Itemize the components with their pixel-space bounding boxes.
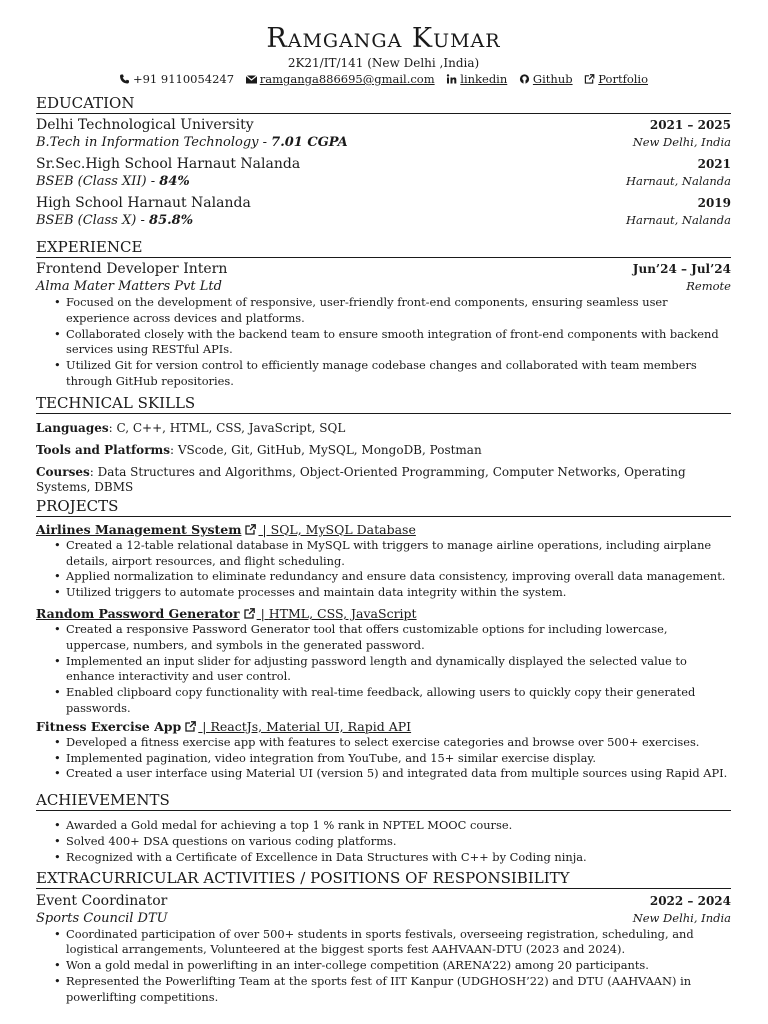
github-icon [519,74,530,84]
education-dates: 2019 [697,196,731,210]
skill-label: Courses [36,464,90,479]
experience-bullets [66,295,731,390]
company-name: Alma Mater Matters Pvt Ltd [36,279,222,294]
skill-tools [36,443,731,458]
external-link-icon [584,74,595,84]
phone-number: +91 9110054247 [132,72,235,86]
roll-and-location: 2K21/IT/141 (New Delhi ,India) [287,56,480,70]
project-bullets [66,538,731,601]
education-entry-class-xii [36,155,731,190]
contact-line [36,72,731,87]
list-item: • Applied normalization to eliminate redundancy and ensure data consistency, improving overall data management. [66,569,731,585]
list-item: • Awarded a Gold medal for achieving a top 1 % rank in NPTEL MOOC course. [66,818,731,834]
list-item: • Focused on the development of responsive, user-friendly front-end components, ensuring seamless user experience across devices and platforms. [66,295,731,327]
job-dates: Jun’24 – Jul’24 [632,262,731,276]
school-name: High School Harnaut Nalanda [36,195,251,211]
list-item: • Utilized triggers to automate processes and maintain data integrity within the system. [66,585,731,601]
email-link[interactable]: ramganga886695@gmail.com [259,72,435,86]
job-role: Frontend Developer Intern [36,261,228,277]
project-password-generator [36,606,731,717]
project-header [36,606,731,622]
project-tech-list: HTML, CSS, JavaScript [268,605,417,621]
skill-label: Languages [36,420,109,435]
degree-line [36,174,190,190]
experience-heading: EXPERIENCE [36,238,731,258]
list-item: • Developed a fitness exercise app with features to select exercise categories and browse over 500+ exercises. [66,735,731,751]
github-contact[interactable] [519,72,576,86]
project-tech: | ReactJs, Material UI, Rapid API [198,718,412,734]
project-header [36,719,731,735]
degree-name: B.Tech in Information Technology - [36,135,272,150]
education-location: Harnaut, Nalanda [625,213,731,227]
education-dates: 2021 [697,157,731,171]
degree-name: BSEB (Class X) - [36,213,150,228]
linkedin-icon [446,74,457,84]
skill-value: : VScode, Git, GitHub, MySQL, MongoDB, Postman [169,442,482,457]
education-entry-class-x [36,194,731,229]
skill-languages [36,421,731,436]
education-entry-dtu [36,116,731,151]
list-item: • Recognized with a Certificate of Excellence in Data Structures with C++ by Coding ninja. [66,850,731,866]
resume-page [36,22,731,1006]
extracurricular-bullets [66,927,731,1006]
email-contact[interactable] [246,72,439,86]
external-link-icon[interactable] [185,721,196,732]
position-dates: 2022 – 2024 [649,893,731,908]
degree-score: 7.01 CGPA [271,135,348,150]
skill-value: : C, C++, HTML, CSS, JavaScript, SQL [108,420,346,435]
list-item: • Collaborated closely with the backend team to ensure smooth integration of front-end components with backend services using RESTful APIs. [66,327,731,359]
extracurricular-heading: EXTRACURRICULAR ACTIVITIES / POSITIONS OF RESPONSIBILITY [36,869,731,889]
phone-icon [119,74,130,84]
position-role: Event Coordinator [36,892,168,909]
project-airlines [36,522,731,601]
linkedin-contact[interactable] [446,72,511,86]
list-item: • Implemented an input slider for adjusting password length and dynamically displayed the selected value to enhance interactivity and user control. [66,654,731,686]
achievements-bullets [66,818,731,865]
list-item: • Implemented pagination, video integration from YouTube, and 15+ similar exercise display. [66,751,731,767]
school-name: Delhi Technological University [36,117,254,133]
list-item: • Enabled clipboard copy functionality with real-time feedback, allowing users to quickly copy their generated passwords. [66,685,731,717]
phone-contact [119,72,238,86]
project-tech: | SQL, MySQL Database [258,521,416,537]
skill-courses [36,465,731,495]
achievements-heading: ACHIEVEMENTS [36,791,731,811]
project-bullets [66,622,731,717]
external-link-icon[interactable] [245,524,256,535]
experience-entry [36,260,731,390]
project-tech-list: SQL, MySQL Database [270,521,416,537]
list-item: • Created a 12-table relational database in MySQL with triggers to manage airline operations, including airplane details, airport resources, and flight scheduling. [66,538,731,570]
degree-line [36,213,193,229]
project-tech-list: ReactJs, Material UI, Rapid API [210,718,412,734]
project-header [36,522,731,538]
school-name: Sr.Sec.High School Harnaut Nalanda [36,156,301,172]
project-fitness-app [36,719,731,782]
education-location: New Delhi, India [632,135,731,149]
organization-name: Sports Council DTU [36,910,168,926]
project-tech: | HTML, CSS, JavaScript [256,605,417,621]
project-name[interactable]: Fitness Exercise App [36,718,182,734]
github-link[interactable]: Github [532,72,573,86]
list-item: • Won a gold medal in powerlifting in an inter-college competition (ARENA’22) among 20 participants. [66,958,731,974]
job-location: Remote [686,279,731,293]
position-location: New Delhi, India [632,910,731,925]
portfolio-contact[interactable] [584,72,648,86]
education-heading: EDUCATION [36,94,731,114]
project-name[interactable]: Airlines Management System [36,521,242,537]
envelope-icon [246,74,257,84]
education-dates: 2021 – 2025 [649,118,731,132]
degree-score: 85.8% [149,213,194,228]
list-item: • Created a responsive Password Generator tool that offers customizable options for including lowercase, uppercase, numbers, and symbols in the generated password. [66,622,731,654]
degree-name: BSEB (Class XII) - [36,174,160,189]
list-item: • Represented the Powerlifting Team at the sports fest of IIT Kanpur (UDGHOSH’22) and DTU (AAHVAAN) in powerlifting competitions. [66,974,731,1006]
skill-value: : Data Structures and Algorithms, Object-Oriented Programming, Computer Networks, Operating Systems, DBMS [36,464,686,494]
project-name[interactable]: Random Password Generator [36,605,240,621]
candidate-name: Ramganga Kumar [266,23,501,54]
list-item: • Created a user interface using Material UI (version 5) and integrated data from multiple sources using Rapid API. [66,766,731,782]
projects-heading: PROJECTS [36,497,731,517]
skill-label: Tools and Platforms [36,442,170,457]
project-bullets [66,735,731,782]
list-item: • Utilized Git for version control to efficiently manage codebase changes and collaborated with team members through GitHub repositories. [66,358,731,390]
external-link-icon[interactable] [244,608,255,619]
list-item: • Coordinated participation of over 500+ students in sports festivals, overseeing registration, scheduling, and logistical arrangements, Volunteered at the biggest sports fest AAHVAAN-DTU (2023 and 2024). [66,927,731,959]
extracurricular-entry [36,892,731,1006]
degree-score: 84% [159,174,190,189]
portfolio-link[interactable]: Portfolio [598,72,649,86]
degree-line [36,135,348,151]
education-location: Harnaut, Nalanda [625,174,731,188]
skills-heading: TECHNICAL SKILLS [36,394,731,414]
list-item: • Solved 400+ DSA questions on various coding platforms. [66,834,731,850]
linkedin-link[interactable]: linkedin [460,72,508,86]
